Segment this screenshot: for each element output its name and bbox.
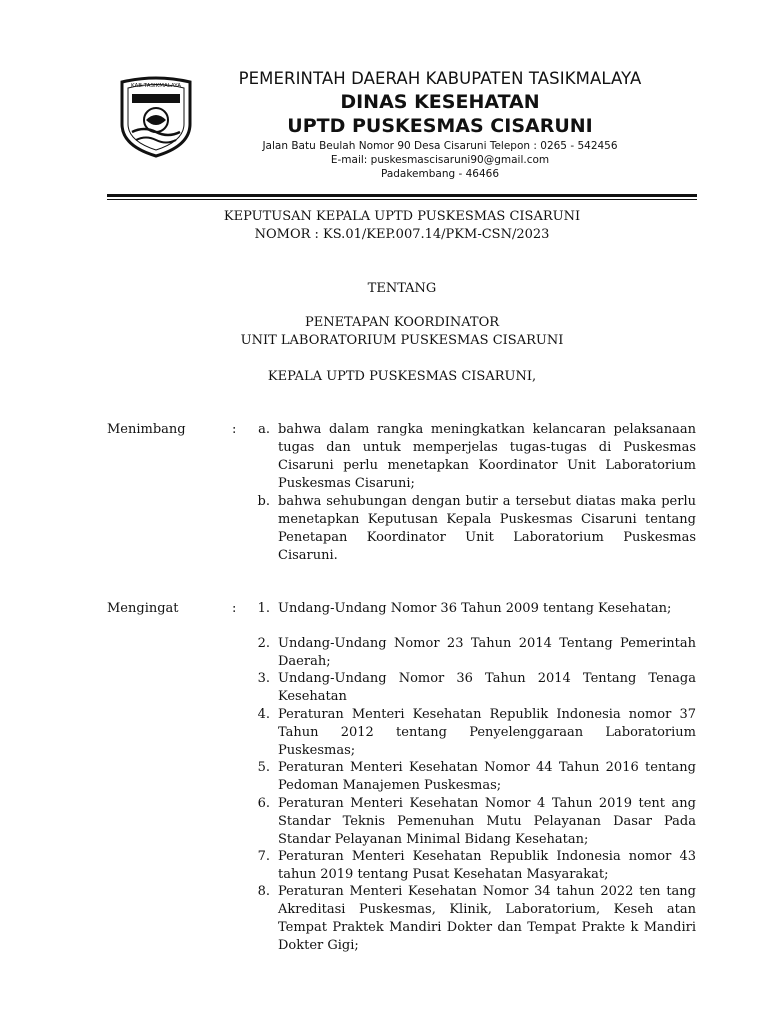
city-line: Padakembang - 46466 <box>380 168 500 180</box>
letterhead <box>200 68 680 181</box>
mengingat-marker: 7. <box>257 849 270 864</box>
mengingat-item: Undang-Undang Nomor 23 Tahun 2014 Tentang Pemerintah Daerah; <box>278 636 696 669</box>
mengingat-colon: : <box>232 601 237 616</box>
menimbang-marker: a. <box>258 422 270 437</box>
menimbang-colon: : <box>232 422 237 437</box>
decree-number: NOMOR : KS.01/KEP.007.14/PKM-CSN/2023 <box>254 227 550 242</box>
mengingat-item: Peraturan Menteri Kesehatan Nomor 44 Tahun 2016 tentang Pedoman Manajemen Puskesmas; <box>278 760 696 793</box>
agency-line: DINAS KESEHATAN <box>340 91 540 113</box>
decree-title: KEPUTUSAN KEPALA UPTD PUSKESMAS CISARUNI <box>223 209 581 224</box>
mengingat-item: Peraturan Menteri Kesehatan Nomor 34 tahun 2022 ten tang Akreditasi Puskesmas, Klinik, Laboratorium, Keseh atan Tempat Praktek Mandiri Dokter dan Tempat Prakte k Mandiri Dokter Gigi; <box>278 884 696 953</box>
mengingat-item: Undang-Undang Nomor 36 Tahun 2009 tentang Kesehatan; <box>278 601 672 616</box>
mengingat-marker: 2. <box>257 636 270 651</box>
mengingat-marker: 3. <box>257 671 270 686</box>
regency-emblem-logo <box>116 72 196 158</box>
menimbang-item: bahwa dalam rangka meningkatkan kelancaran pelaksanaan tugas dan untuk memperjelas tugas-tugas di Puskesmas Cisaruni perlu menetapkan Koordinator Unit Laboratorium Puskesmas Cisaruni; <box>278 422 696 491</box>
mengingat-marker: 5. <box>257 760 270 775</box>
logo-lettering: KAB.TASIKMALAYA <box>131 83 181 89</box>
subject-line-1: PENETAPAN KOORDINATOR <box>304 315 500 330</box>
letterhead-rule-thin <box>107 199 697 200</box>
mengingat-marker: 1. <box>257 601 270 616</box>
mengingat-item: Peraturan Menteri Kesehatan Republik Indonesia nomor 43 tahun 2019 tentang Pusat Kesehatan Masyarakat; <box>278 849 696 882</box>
mengingat-marker: 8. <box>257 884 270 899</box>
subject-line-2: UNIT LABORATORIUM PUSKESMAS CISARUNI <box>240 333 564 348</box>
mengingat-item: Peraturan Menteri Kesehatan Republik Indonesia nomor 37 Tahun 2012 tentang Penyelenggaraan Laboratorium Puskesmas; <box>278 707 696 758</box>
address-line: Jalan Batu Beulah Nomor 90 Desa Cisaruni Telepon : 0265 - 542456 <box>262 140 618 152</box>
mengingat-item: Peraturan Menteri Kesehatan Nomor 4 Tahun 2019 tent ang Standar Teknis Pemenuhan Mutu Pelayanan Dasar Pada Standar Pelayanan Minimal Bidang Kesehatan; <box>278 796 696 847</box>
menimbang-marker: b. <box>257 494 270 509</box>
email-line: E-mail: puskesmascisaruni90@gmail.com <box>330 154 550 166</box>
letterhead-rule-thick <box>107 194 697 197</box>
government-line: PEMERINTAH DAERAH KABUPATEN TASIKMALAYA <box>238 69 642 88</box>
menimbang-item: bahwa sehubungan dengan butir a tersebut diatas maka perlu menetapkan Keputusan Kepala Puskesmas Cisaruni tentang Penetapan Koordinator Unit Laboratorium Puskesmas Cisaruni. <box>278 494 696 563</box>
mengingat-marker: 6. <box>257 796 270 811</box>
tentang-heading: TENTANG <box>367 281 437 296</box>
unit-line: UPTD PUSKESMAS CISARUNI <box>287 115 593 137</box>
mengingat-marker: 4. <box>257 707 270 722</box>
mengingat-label: Mengingat <box>107 601 179 616</box>
menimbang-label: Menimbang <box>107 422 186 437</box>
mengingat-item: Undang-Undang Nomor 36 Tahun 2014 Tentang Tenaga Kesehatan <box>278 671 696 704</box>
official-heading: KEPALA UPTD PUSKESMAS CISARUNI, <box>267 369 537 384</box>
